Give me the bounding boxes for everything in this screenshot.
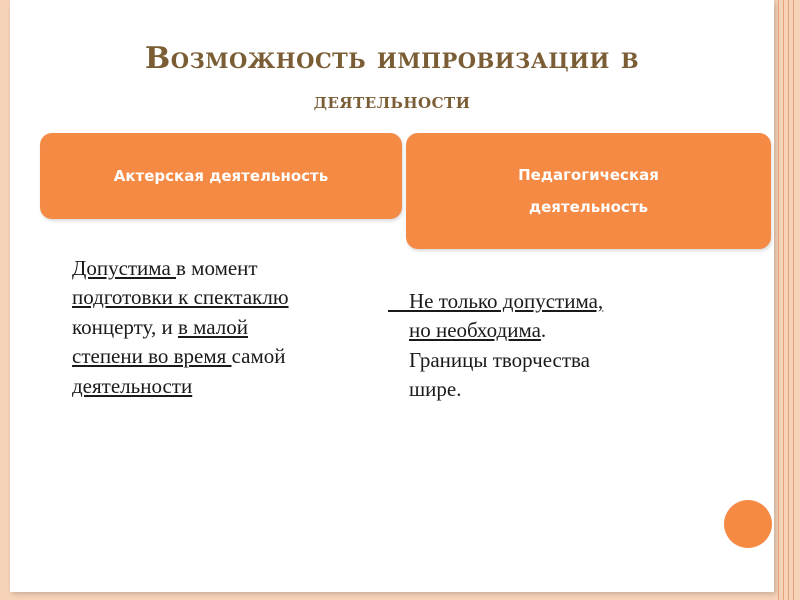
text-underlined: деятельности <box>72 373 193 398</box>
rail-line <box>793 0 794 600</box>
rail-line <box>788 0 789 600</box>
slide-paper <box>10 0 774 592</box>
rail-line <box>783 0 784 600</box>
text-plain: в момент <box>176 256 258 280</box>
rail-line <box>778 0 779 600</box>
title-line-2: деятельности <box>313 88 471 114</box>
pedagogical-activity-box <box>406 133 771 249</box>
decorative-rail <box>774 0 800 600</box>
text-underlined: степени во время <box>72 344 232 369</box>
pedagogical-label-line-2: деятельность <box>529 198 648 216</box>
text-plain: Границы творчества <box>409 347 591 372</box>
acting-activity-box <box>40 133 402 219</box>
text-plain: . <box>540 318 547 343</box>
text-plain: самой <box>231 344 286 369</box>
text-plain: концерту, и <box>72 314 178 339</box>
acting-activity-label: Актерская деятельность <box>113 167 329 185</box>
slide-title <box>10 36 774 118</box>
circle-decoration-icon <box>724 500 772 548</box>
text-plain: шире. <box>409 377 462 402</box>
acting-description <box>72 254 372 401</box>
pedagogical-activity-label <box>518 159 659 223</box>
title-line-1: Возможность импровизации в <box>144 41 640 76</box>
pedagogical-description <box>388 287 688 405</box>
text-underlined: но необходима <box>409 318 541 343</box>
text-underlined: в малой <box>177 314 248 339</box>
text-underlined: Допустима <box>72 256 177 280</box>
text-underlined: Не только допустима, <box>388 289 604 313</box>
text-underlined: подготовки к спектаклю <box>72 285 289 310</box>
pedagogical-label-line-1: Педагогическая <box>518 166 659 184</box>
